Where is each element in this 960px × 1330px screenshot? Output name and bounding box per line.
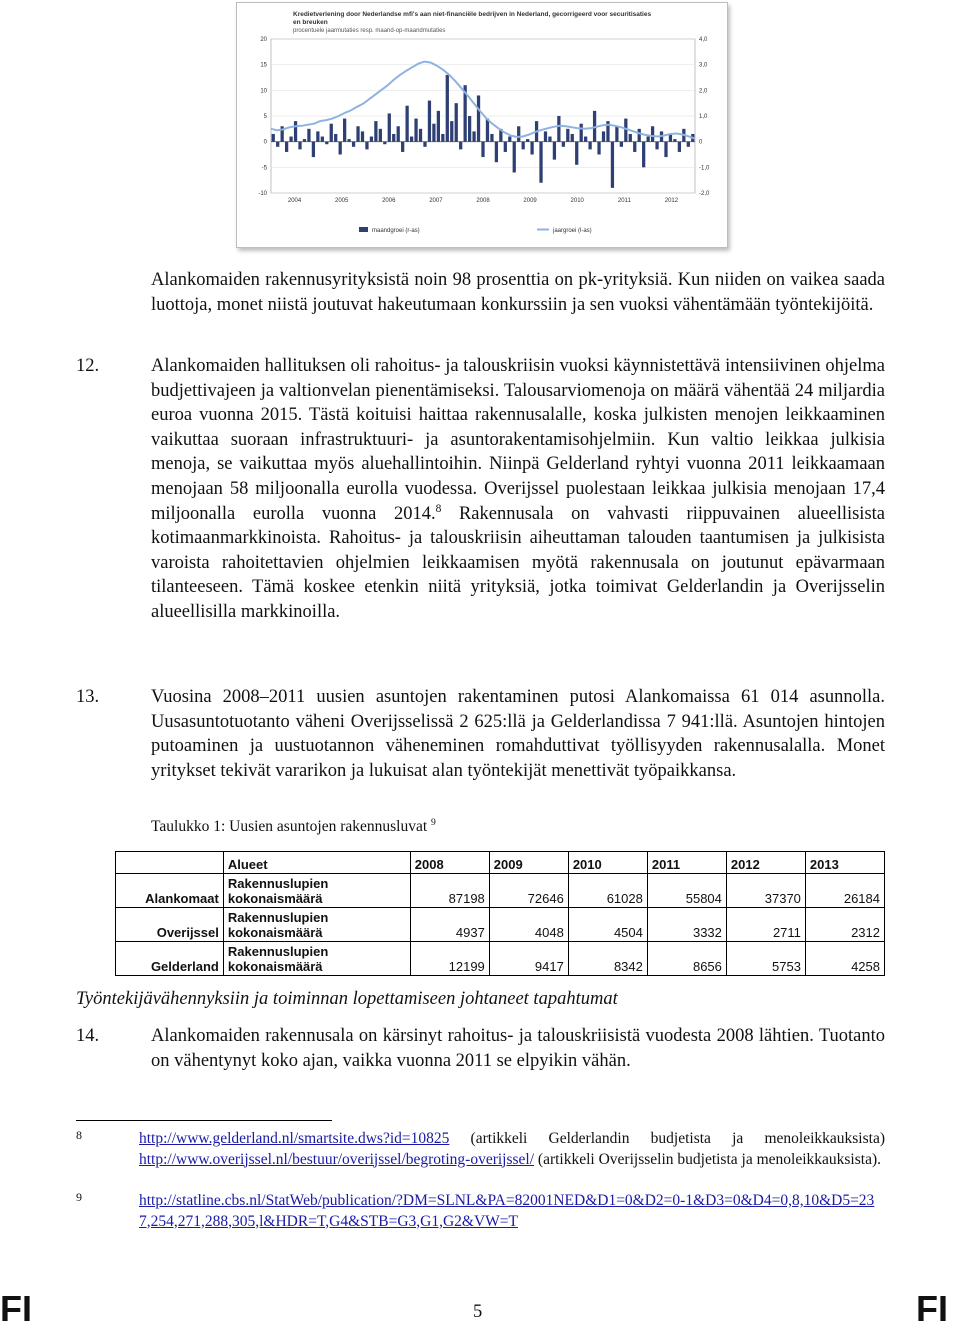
para-14-number: 14. xyxy=(76,1026,100,1046)
bar xyxy=(374,121,377,142)
table-caption xyxy=(151,818,436,836)
bar xyxy=(633,142,636,152)
x-tick-label: 2010 xyxy=(570,198,584,204)
table-cell: 4504 xyxy=(568,908,647,942)
table-header-cell xyxy=(116,852,224,874)
bar xyxy=(423,142,426,147)
para-13: Vuosina 2008–2011 uusien asuntojen rakentaminen putosi Alankomaissa 61 014 asunnolla. Uusasuntotuotanto väheni Overijsselissä 2 625:llä ja Gelderlandissa 7 941:llä. Asuntojen hintojen putoaminen ja uustuotannon väheneminen romahduttivat työllisyyden rakennusalalla. Monet yritykset tekivät vararikon ja lukuisat alan työntekijät menettivät työpaikkansa. xyxy=(151,687,885,781)
bar xyxy=(432,124,435,142)
left-tick-label: -5 xyxy=(261,165,267,172)
bar xyxy=(316,131,319,141)
bar xyxy=(294,121,297,142)
table-cell: 8342 xyxy=(568,942,647,976)
bar xyxy=(642,142,645,168)
table-metric-line2: kokonaismäärä xyxy=(227,925,323,940)
table-cell: 2312 xyxy=(805,908,884,942)
building-permits-table xyxy=(115,851,885,976)
left-tick-label: 15 xyxy=(260,62,267,69)
bar xyxy=(356,126,359,141)
bar xyxy=(388,113,391,141)
chart-svg xyxy=(237,3,727,247)
x-tick-label: 2007 xyxy=(429,198,443,204)
footnote-9-link-statline[interactable]: http://statline.cbs.nl/StatWeb/publication/?DM=SLNL&PA=82001NED&D1=0&D2=0-1&D3=0&D4=0,8,10&D5=237,254,271,288,305,l&HDR=T,G4&STB=G3,G1,G2&VW=T xyxy=(139,1192,875,1230)
bar xyxy=(468,116,471,142)
table-region: Gelderland xyxy=(116,942,224,976)
left-tick-label: 10 xyxy=(260,88,267,95)
table-row xyxy=(116,942,885,976)
bar xyxy=(459,142,462,150)
table-row xyxy=(116,874,885,908)
bar xyxy=(272,134,275,142)
x-tick-label: 2004 xyxy=(287,198,302,204)
footnote-ref-9[interactable]: 9 xyxy=(431,816,436,828)
bar xyxy=(312,142,315,157)
right-tick-label: 4,0 xyxy=(699,37,708,43)
table-cell: 4048 xyxy=(489,908,568,942)
bar xyxy=(530,142,533,155)
left-tick-label: 5 xyxy=(263,114,267,120)
bar xyxy=(647,137,650,142)
bar xyxy=(615,126,618,141)
table-header-cell: 2008 xyxy=(410,852,489,874)
table-cell: 55804 xyxy=(647,874,726,908)
para-13-number: 13. xyxy=(76,687,100,707)
table-header-cell: Alueet xyxy=(223,852,410,874)
bar xyxy=(437,111,440,142)
table-metric-line1: Rakennuslupien xyxy=(227,944,329,959)
bar xyxy=(597,142,600,155)
bar xyxy=(410,137,413,142)
bar xyxy=(334,134,337,142)
table-header-cell: 2009 xyxy=(489,852,568,874)
bar xyxy=(401,142,404,152)
bar xyxy=(584,137,587,142)
bar xyxy=(588,142,591,150)
footnote-8-text2: (artikkeli Overijsselin budjetista ja menoleikkauksista). xyxy=(534,1150,881,1168)
legend-swatch-bars xyxy=(359,227,368,232)
table-metric-line1: Rakennuslupien xyxy=(227,910,329,925)
bar xyxy=(664,142,667,157)
bar xyxy=(687,142,690,147)
table-cell: 4937 xyxy=(410,908,489,942)
bar xyxy=(352,142,355,147)
x-tick-label: 2009 xyxy=(523,198,537,204)
footer-language-right: FI xyxy=(916,1288,948,1329)
bar xyxy=(307,129,310,142)
bar xyxy=(361,131,364,141)
table-cell: 3332 xyxy=(647,908,726,942)
x-tick-label: 2012 xyxy=(664,198,679,204)
section-heading: Työntekijävähennyksiin ja toiminnan lopettamiseen johtaneet tapahtumat xyxy=(76,989,618,1009)
table-caption-text: Taulukko 1: Uusien asuntojen rakennusluvat xyxy=(151,818,428,835)
right-tick-label: -2,0 xyxy=(699,191,710,197)
bar xyxy=(526,139,529,142)
para-14: Alankomaiden rakennusala on kärsinyt rahoitus- ja talouskriisistä vuodesta 2008 lähtien. Tuotanto on vähentynyt koko ajan, vaikka vuonna 2011 se elpyikin vähän. xyxy=(151,1026,885,1071)
footnote-9 xyxy=(139,1191,885,1232)
table-cell: 87198 xyxy=(410,874,489,908)
table-cell: 26184 xyxy=(805,874,884,908)
bar xyxy=(557,116,560,142)
bar xyxy=(517,126,520,141)
table-metric xyxy=(223,908,410,942)
bar xyxy=(486,119,489,142)
bar xyxy=(428,101,431,142)
footnote-9-mark: 9 xyxy=(76,1190,82,1204)
bar xyxy=(383,142,386,145)
footnote-8-link-overijssel[interactable]: http://www.overijssel.nl/bestuur/overijssel/begroting-overijssel/ xyxy=(139,1150,535,1168)
bar xyxy=(575,142,578,165)
chart-title-line3: procentuele jaarmutaties resp. maand-op-maandmutaties xyxy=(293,28,446,34)
table-header-cell: 2010 xyxy=(568,852,647,874)
table-region: Overijssel xyxy=(116,908,224,942)
para-12-part3: Rakennusala on vahvasti riippuvainen alueellisista kotimaanmarkkinoista. Rahoitus- ja talouskriisin aiheuttaman talouden taantumisen ja julkisista varoista rahoitettavien ohjelmien leikkaamisen myötä rakennusala on joutunut epävarmaan tilanteeseen. Tämä koskee etenkin niitä yrityksiä, jotka toimivat Gelderlandin ja Overijsselin alueellisilla markkinoilla. xyxy=(151,503,885,622)
bar xyxy=(620,142,623,147)
para-12-number: 12. xyxy=(76,356,100,376)
table-cell: 2711 xyxy=(726,908,805,942)
right-tick-label: 0 xyxy=(699,139,703,146)
x-tick-label: 2008 xyxy=(476,198,490,204)
bar xyxy=(548,137,551,142)
bar xyxy=(450,121,453,142)
left-tick-label: 0 xyxy=(263,139,267,146)
chart-title-line2: en breuken xyxy=(293,19,328,26)
bar xyxy=(414,119,417,142)
table-header-cell: 2012 xyxy=(726,852,805,874)
footer-language-left: FI xyxy=(0,1288,32,1329)
table-cell: 8656 xyxy=(647,942,726,976)
bar xyxy=(508,137,511,142)
bar xyxy=(370,137,373,142)
table-region: Alankomaat xyxy=(116,874,224,908)
bar xyxy=(566,129,569,142)
bar xyxy=(553,142,556,160)
bar xyxy=(651,126,654,141)
table-header-row xyxy=(116,852,885,874)
bar xyxy=(441,134,444,142)
intro-paragraph: Alankomaiden rakennusyrityksistä noin 98 prosenttia on pk-yrityksiä. Kun niiden on vaikea saada luottoja, monet niistä joutuvat hakeutumaan konkurssiin ja sen vuoksi vähentämään työntekijöitä. xyxy=(151,270,885,315)
x-tick-label: 2011 xyxy=(617,198,631,204)
left-tick-label: 20 xyxy=(260,37,267,43)
table-cell: 61028 xyxy=(568,874,647,908)
bar xyxy=(347,139,350,142)
bar xyxy=(392,134,395,142)
table-cell: 12199 xyxy=(410,942,489,976)
bar xyxy=(580,124,583,142)
right-tick-label: 3,0 xyxy=(699,62,708,69)
bar xyxy=(481,142,484,157)
bar xyxy=(513,142,516,173)
x-tick-label: 2005 xyxy=(334,198,349,204)
table-cell: 9417 xyxy=(489,942,568,976)
x-tick-label: 2006 xyxy=(382,198,396,204)
bar xyxy=(325,142,328,145)
bar xyxy=(490,134,493,142)
page-number: 5 xyxy=(473,1302,483,1322)
bar xyxy=(285,142,288,152)
bar xyxy=(365,142,368,150)
bar xyxy=(472,131,475,141)
bar xyxy=(477,95,480,141)
bar xyxy=(446,75,449,142)
bar xyxy=(405,106,408,142)
bar xyxy=(611,142,614,188)
footnote-8 xyxy=(139,1129,885,1170)
bar xyxy=(678,142,681,152)
para-12 xyxy=(151,354,885,625)
table-cell: 72646 xyxy=(489,874,568,908)
bar xyxy=(321,137,324,142)
bar xyxy=(343,119,346,142)
table-cell: 5753 xyxy=(726,942,805,976)
footnote-8-mark: 8 xyxy=(76,1128,82,1142)
table-header-cell: 2013 xyxy=(805,852,884,874)
bar xyxy=(522,142,525,150)
bar xyxy=(495,142,498,163)
table-metric xyxy=(223,874,410,908)
bar xyxy=(539,142,542,183)
footnote-ref-8[interactable]: 8 xyxy=(435,502,442,515)
chart-title-line1: Kredietverlening door Nederlandse mfi's aan niet-financiële bedrijven in Nederland, gecorrigeerd voor securitisaties xyxy=(293,11,652,18)
bar xyxy=(602,131,605,141)
table-cell: 37370 xyxy=(726,874,805,908)
bar xyxy=(562,142,565,147)
bar xyxy=(397,126,400,141)
bar xyxy=(419,129,422,142)
credit-growth-chart xyxy=(236,2,728,248)
table-metric-line2: kokonaismäärä xyxy=(227,891,323,906)
bar xyxy=(673,139,676,142)
table-metric xyxy=(223,942,410,976)
bar xyxy=(289,137,292,142)
footnote-separator xyxy=(76,1120,332,1121)
bar xyxy=(571,134,574,142)
bar xyxy=(330,124,333,142)
para-12-part1: Alankomaiden hallituksen oli rahoitus- ja talouskriisin vuoksi käynnistettävä intensiivinen ohjelma budjettivajeen ja valtionvelan pienentämiseksi. Talousarviomenoja on määrä vähentää 24 miljardia euroa vuonna 2015. Tästä koituisi haittaa rakennusalalle, koska julkisten menojen leikkaaminen vaikuttaa suoraan infrastruktuuri- ja asuntorakentamisohjelmiin. Kun valtio leikkaa julkisia menoja, se vaikuttaa myös aluehallintoihin. xyxy=(151,356,885,475)
bar xyxy=(655,142,658,150)
bar xyxy=(455,103,458,141)
table-metric-line1: Rakennuslupien xyxy=(227,876,329,891)
table-row xyxy=(116,908,885,942)
bar xyxy=(629,134,632,142)
bar xyxy=(339,142,342,155)
bar xyxy=(379,129,382,142)
table-cell: 4258 xyxy=(805,942,884,976)
bar xyxy=(276,142,279,147)
para-12-part2: Niinpä Gelderland ryhtyi vuonna 2011 leikkaamaan menojaan 58 miljoonalla eurolla vuodessa. Overijssel puolestaan leikkaa julkisia menojaan 17,4 miljoonalla eurolla vuonna 2014. xyxy=(151,454,885,524)
bar xyxy=(504,142,507,152)
chart-legend xyxy=(359,227,592,234)
bar xyxy=(303,139,306,142)
left-tick-label: -10 xyxy=(258,191,267,197)
bar xyxy=(638,129,641,142)
table-metric-line2: kokonaismäärä xyxy=(227,959,323,974)
legend-label-bars: maandgroei (r-as) xyxy=(372,228,420,234)
right-tick-label: -1,0 xyxy=(699,165,710,172)
footnote-8-link-gelderland[interactable]: http://www.gelderland.nl/smartsite.dws?id=10825 xyxy=(139,1130,450,1147)
right-tick-label: 2,0 xyxy=(699,88,708,95)
bar xyxy=(298,142,301,150)
footnote-8-text1: (artikkeli Gelderlandin budjetista ja menoleikkauksista) xyxy=(449,1130,885,1147)
table-header-cell: 2011 xyxy=(647,852,726,874)
legend-label-line: jaargroei (l-as) xyxy=(553,228,592,234)
right-tick-label: 1,0 xyxy=(699,114,708,120)
bar xyxy=(544,131,547,141)
